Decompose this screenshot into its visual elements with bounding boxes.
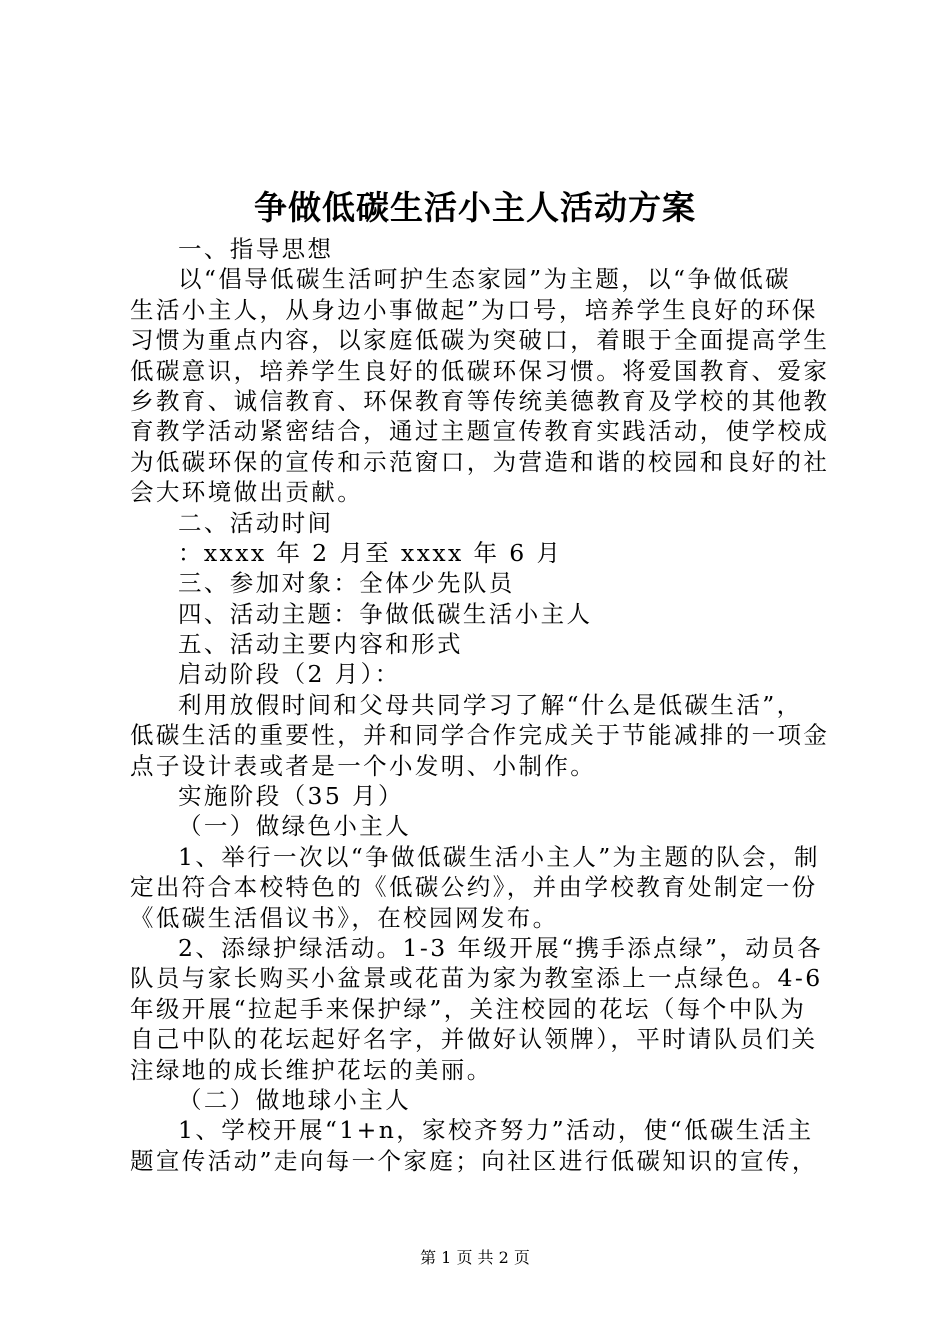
body-line: 点子设计表或者是一个小发明、小制作。	[130, 751, 597, 780]
body-line: 年级开展“拉起手来保护绿”，关注校园的花坛（每个中队为	[130, 994, 807, 1023]
body-line: 题宣传活动”走向每一个家庭；向社区进行低碳知识的宣传，	[130, 1146, 818, 1175]
body-line: 实施阶段（35 月）	[178, 782, 404, 811]
body-line: 育教学活动紧密结合，通过主题宣传教育实践活动，使学校成	[130, 417, 830, 446]
body-line: 一、指导思想	[178, 235, 334, 263]
body-line: 定出符合本校特色的《低碳公约》，并由学校教育处制定一份	[130, 873, 818, 902]
body-line: ：xxxx 年 2 月至 xxxx 年 6 月	[178, 538, 563, 567]
body-line: 为低碳环保的宣传和示范窗口，为营造和谐的校园和良好的社	[130, 447, 830, 476]
body-line: 二、活动时间	[178, 508, 334, 537]
body-line: 以“倡导低碳生活呵护生态家园”为主题，以“争做低碳	[178, 265, 792, 294]
body-line: 三、参加对象：全体少先队员	[178, 569, 515, 598]
body-line: 乡教育、诚信教育、环保教育等传统美德教育及学校的其他教	[130, 386, 830, 415]
body-line: 启动阶段（2 月）：	[178, 660, 401, 689]
body-line: 生活小主人，从身边小事做起”为口号，培养学生良好的环保	[130, 295, 818, 324]
page-footer: 第 1 页 共 2 页	[420, 1248, 530, 1267]
body-line: 1、学校开展“1+n，家校齐努力”活动，使“低碳生活主	[178, 1116, 814, 1145]
body-line: 自己中队的花坛起好名字，并做好认领牌），平时请队员们关	[130, 1025, 818, 1054]
body-line: 注绿地的成长维护花坛的美丽。	[130, 1055, 493, 1084]
body-line: 队员与家长购买小盆景或花苗为家为教室添上一点绿色。4-6	[130, 964, 823, 993]
document-title: 争做低碳生活小主人活动方案	[254, 188, 696, 227]
body-line: 四、活动主题：争做低碳生活小主人	[178, 599, 593, 628]
body-line: 2、添绿护绿活动。1-3 年级开展“携手添点绿”，动员各	[178, 933, 823, 962]
body-line: （二）做地球小主人	[178, 1085, 412, 1114]
body-line: （一）做绿色小主人	[178, 812, 412, 841]
body-line: 五、活动主要内容和形式	[178, 630, 463, 659]
body-line: 习惯为重点内容，以家庭低碳为突破口，着眼于全面提高学生	[130, 326, 830, 355]
document-body	[130, 234, 830, 1176]
body-line: 会大环境做出贡献。	[130, 478, 364, 507]
body-line: 低碳生活的重要性，并和同学合作完成关于节能减排的一项金	[130, 721, 830, 750]
body-line: 利用放假时间和父母共同学习了解“什么是低碳生活”，	[178, 690, 803, 719]
body-line: 《低碳生活倡议书》，在校园网发布。	[130, 903, 559, 932]
body-line: 1、举行一次以“争做低碳生活小主人”为主题的队会，制	[178, 842, 820, 871]
body-line: 低碳意识，培养学生良好的低碳环保习惯。将爱国教育、爱家	[130, 356, 830, 385]
